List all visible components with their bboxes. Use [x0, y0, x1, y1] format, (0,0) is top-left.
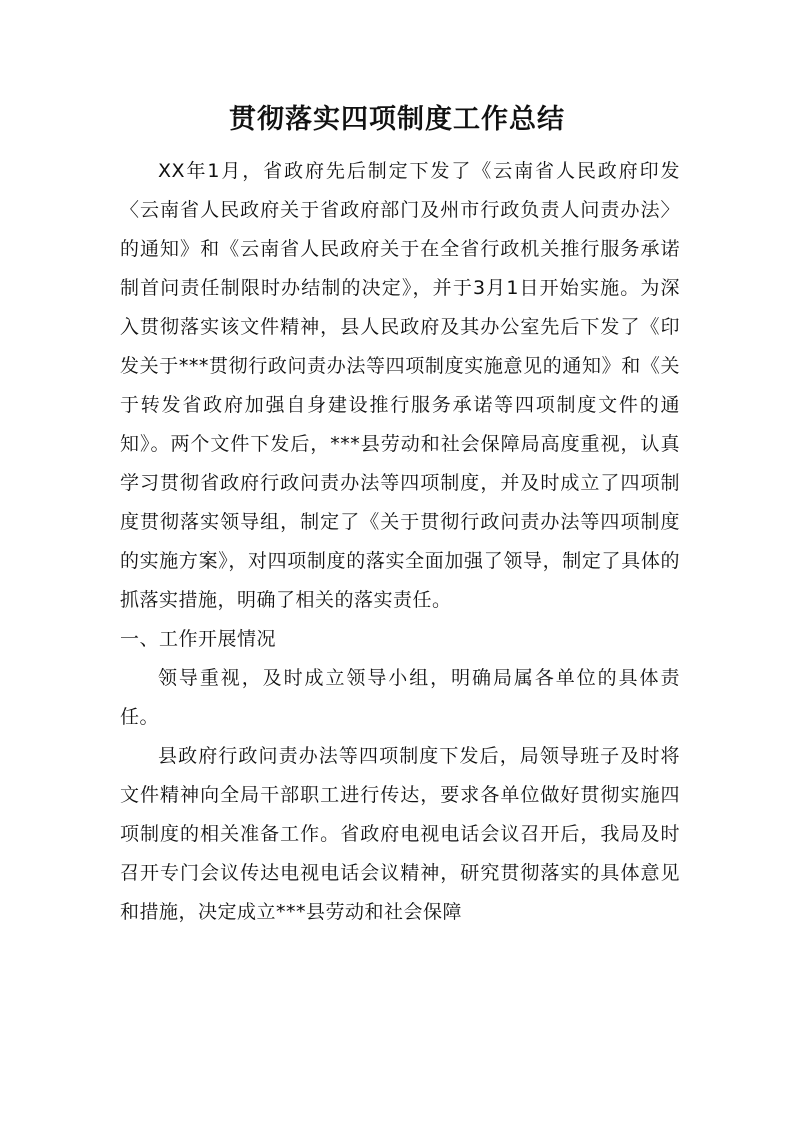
document-title: 贯彻落实四项制度工作总结 — [229, 104, 565, 135]
section-heading-work-progress: 一、工作开展情况 — [120, 628, 277, 650]
paragraph-intro: XX年1月，省政府先后制定下发了《云南省人民政府印发〈云南省人民政府关于省政府部门及州市行政负责人问责办法〉的通知》和《云南省人民政府关于在全省行政机关推行服务承诺制首问责任制限时办结制的决定》，并于3月1日开始实施。为深入贯彻落实该文件精神，县人民政府及其办公室先后下发了《印发关于***贯彻行政问责办法等四项制度实施意见的通知》和《关于转发省政府加强自身建设推行服务承诺等四项制度文件的通知》。两个文件下发后，***县劳动和社会保障局高度重视，认真学习贯彻省政府行政问责办法等四项制度，并及时成立了四项制度贯彻落实领导组，制定了《关于贯彻行政问责办法等四项制度的实施方案》，对四项制度的落实全面加强了领导，制定了具体的抓落实措施，明确了相关的落实责任。 — [120, 160, 680, 611]
document-body — [120, 152, 680, 932]
paragraph-leadership: 领导重视，及时成立领导小组，明确局属各单位的具体责任。 — [120, 667, 680, 728]
paragraph-implementation: 县政府行政问责办法等四项制度下发后，局领导班子及时将文件精神向全局干部职工进行传达，要求各单位做好贯彻实施四项制度的相关准备工作。省政府电视电话会议召开后，我局及时召开专门会议传达电视电话会议精神，研究贯彻落实的具体意见和措施，决定成立***县劳动和社会保障 — [120, 745, 680, 923]
